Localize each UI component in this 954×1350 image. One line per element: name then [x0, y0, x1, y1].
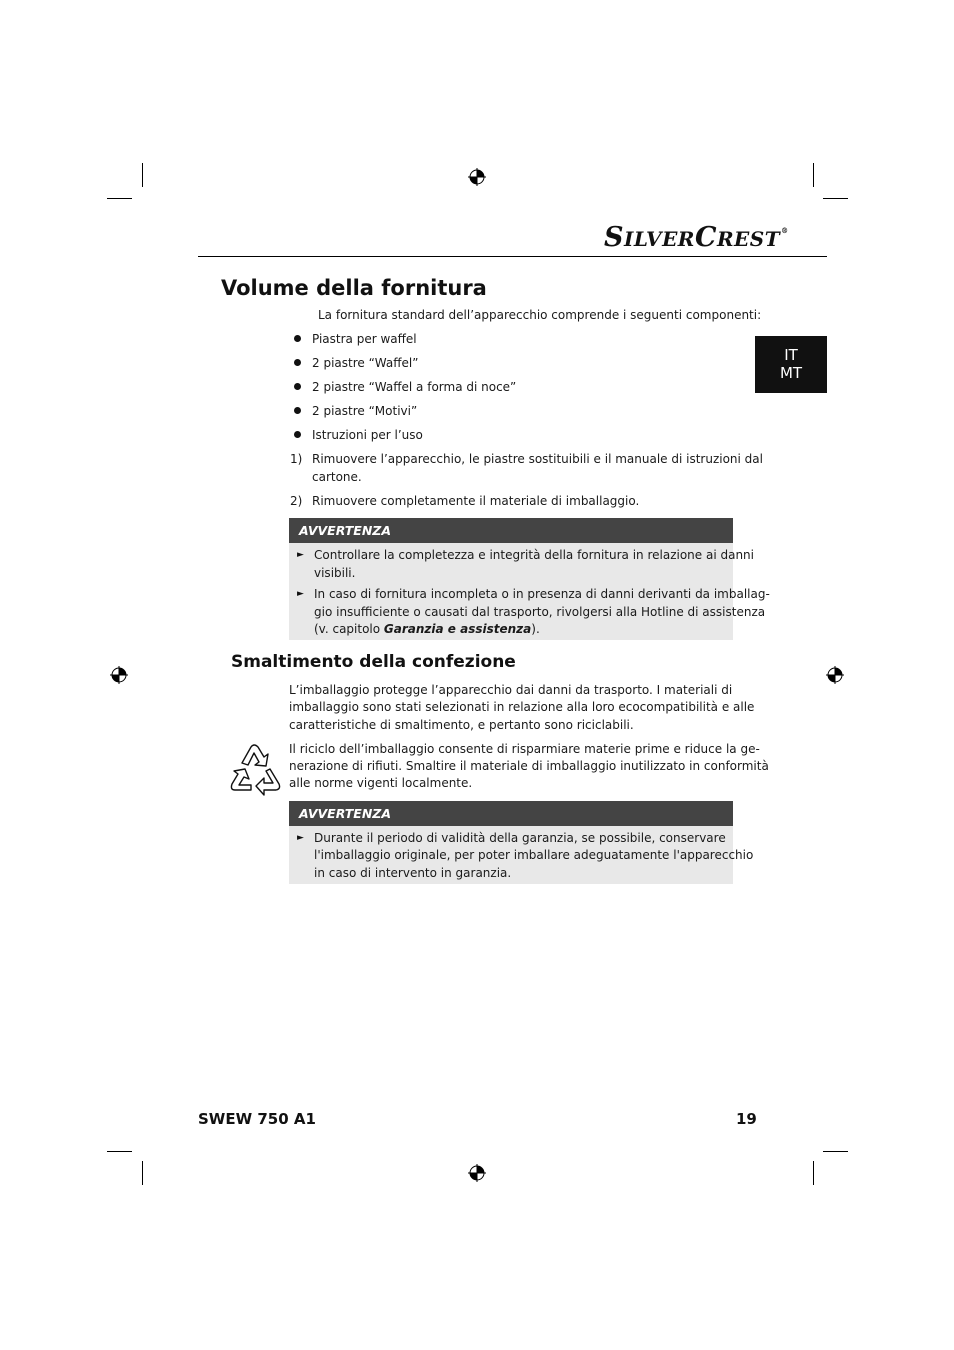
warning-text: visibili.	[314, 566, 356, 580]
list-item: 2 piastre “Waffel a forma di noce”	[312, 380, 517, 394]
crop-mark	[813, 1161, 814, 1185]
crop-mark	[107, 198, 132, 199]
crop-mark	[823, 198, 848, 199]
step-text: Rimuovere completamente il materiale di imballaggio.	[312, 494, 640, 508]
crop-mark	[813, 163, 814, 187]
language-code-it: IT	[784, 346, 798, 364]
paragraph-line: nerazione di rifiuti. Smaltire il materiale di imballaggio inutilizzato in conformità	[289, 759, 769, 773]
paragraph-line: L’imballaggio protegge l’apparecchio dai danni da trasporto. I materiali di	[289, 683, 733, 697]
brand-logo: SILVERCREST®	[604, 222, 789, 253]
crop-mark	[107, 1151, 132, 1152]
list-item: Piastra per waffel	[312, 332, 417, 346]
bullet-icon	[294, 407, 301, 414]
paragraph-line: Il riciclo dell’imballaggio consente di risparmiare materie prime e riduce la ge-	[289, 742, 760, 756]
bullet-icon	[294, 335, 301, 342]
registration-mark-icon	[468, 168, 486, 186]
crop-mark	[142, 163, 143, 187]
section-title: Smaltimento della confezione	[231, 652, 516, 672]
crop-mark	[823, 1151, 848, 1152]
bullet-icon	[294, 383, 301, 390]
list-item: 2 piastre “Motivi”	[312, 404, 418, 418]
crop-mark	[142, 1161, 143, 1185]
warning-header: AVVERTENZA	[289, 518, 733, 543]
recycle-icon	[226, 741, 284, 797]
list-item: 2 piastre “Waffel”	[312, 356, 419, 370]
warning-text: (v. capitolo Garanzia e assistenza).	[314, 622, 540, 636]
warning-text: Controllare la completezza e integrità della fornitura in relazione ai danni	[314, 548, 754, 562]
warning-header: AVVERTENZA	[289, 801, 733, 826]
warning-text: Durante il periodo di validità della garanzia, se possibile, conservare	[314, 831, 726, 845]
arrow-bullet-icon: ►	[297, 550, 304, 560]
warning-text: in caso di intervento in garanzia.	[314, 866, 512, 880]
registration-mark-icon	[826, 666, 844, 684]
registration-mark-icon	[110, 666, 128, 684]
language-code-mt: MT	[779, 364, 803, 382]
bullet-icon	[294, 359, 301, 366]
bullet-icon	[294, 431, 301, 438]
paragraph-line: caratteristiche di smaltimento, e pertanto sono riciclabili.	[289, 718, 634, 732]
list-item: Istruzioni per l’uso	[312, 428, 423, 442]
arrow-bullet-icon: ►	[297, 833, 304, 843]
step-text: cartone.	[312, 470, 362, 484]
step-text: Rimuovere l’apparecchio, le piastre sostituibili e il manuale di istruzioni dal	[312, 452, 763, 466]
step-number: 2)	[290, 494, 303, 508]
warning-text: l'imballaggio originale, per poter imballare adeguatamente l'apparecchio	[314, 848, 754, 862]
page-number: 19	[736, 1110, 757, 1128]
model-number: SWEW 750 A1	[198, 1110, 316, 1128]
arrow-bullet-icon: ►	[297, 589, 304, 599]
intro-text: La fornitura standard dell’apparecchio comprende i seguenti componenti:	[318, 308, 762, 322]
section-title: Volume della fornitura	[221, 276, 487, 300]
registration-mark-icon	[468, 1164, 486, 1182]
language-tab	[755, 336, 827, 393]
warning-text: gio insufficiente o causati dal trasporto, rivolgersi alla Hotline di assistenza	[314, 605, 766, 619]
header-rule	[198, 256, 827, 257]
paragraph-line: alle norme vigenti localmente.	[289, 776, 473, 790]
paragraph-line: imballaggio sono stati selezionati in relazione alla loro ecocompatibilità e alle	[289, 700, 755, 714]
warning-text: In caso di fornitura incompleta o in presenza di danni derivanti da imballag-	[314, 587, 770, 601]
chapter-reference: Garanzia e assistenza	[383, 622, 532, 636]
step-number: 1)	[290, 452, 303, 466]
